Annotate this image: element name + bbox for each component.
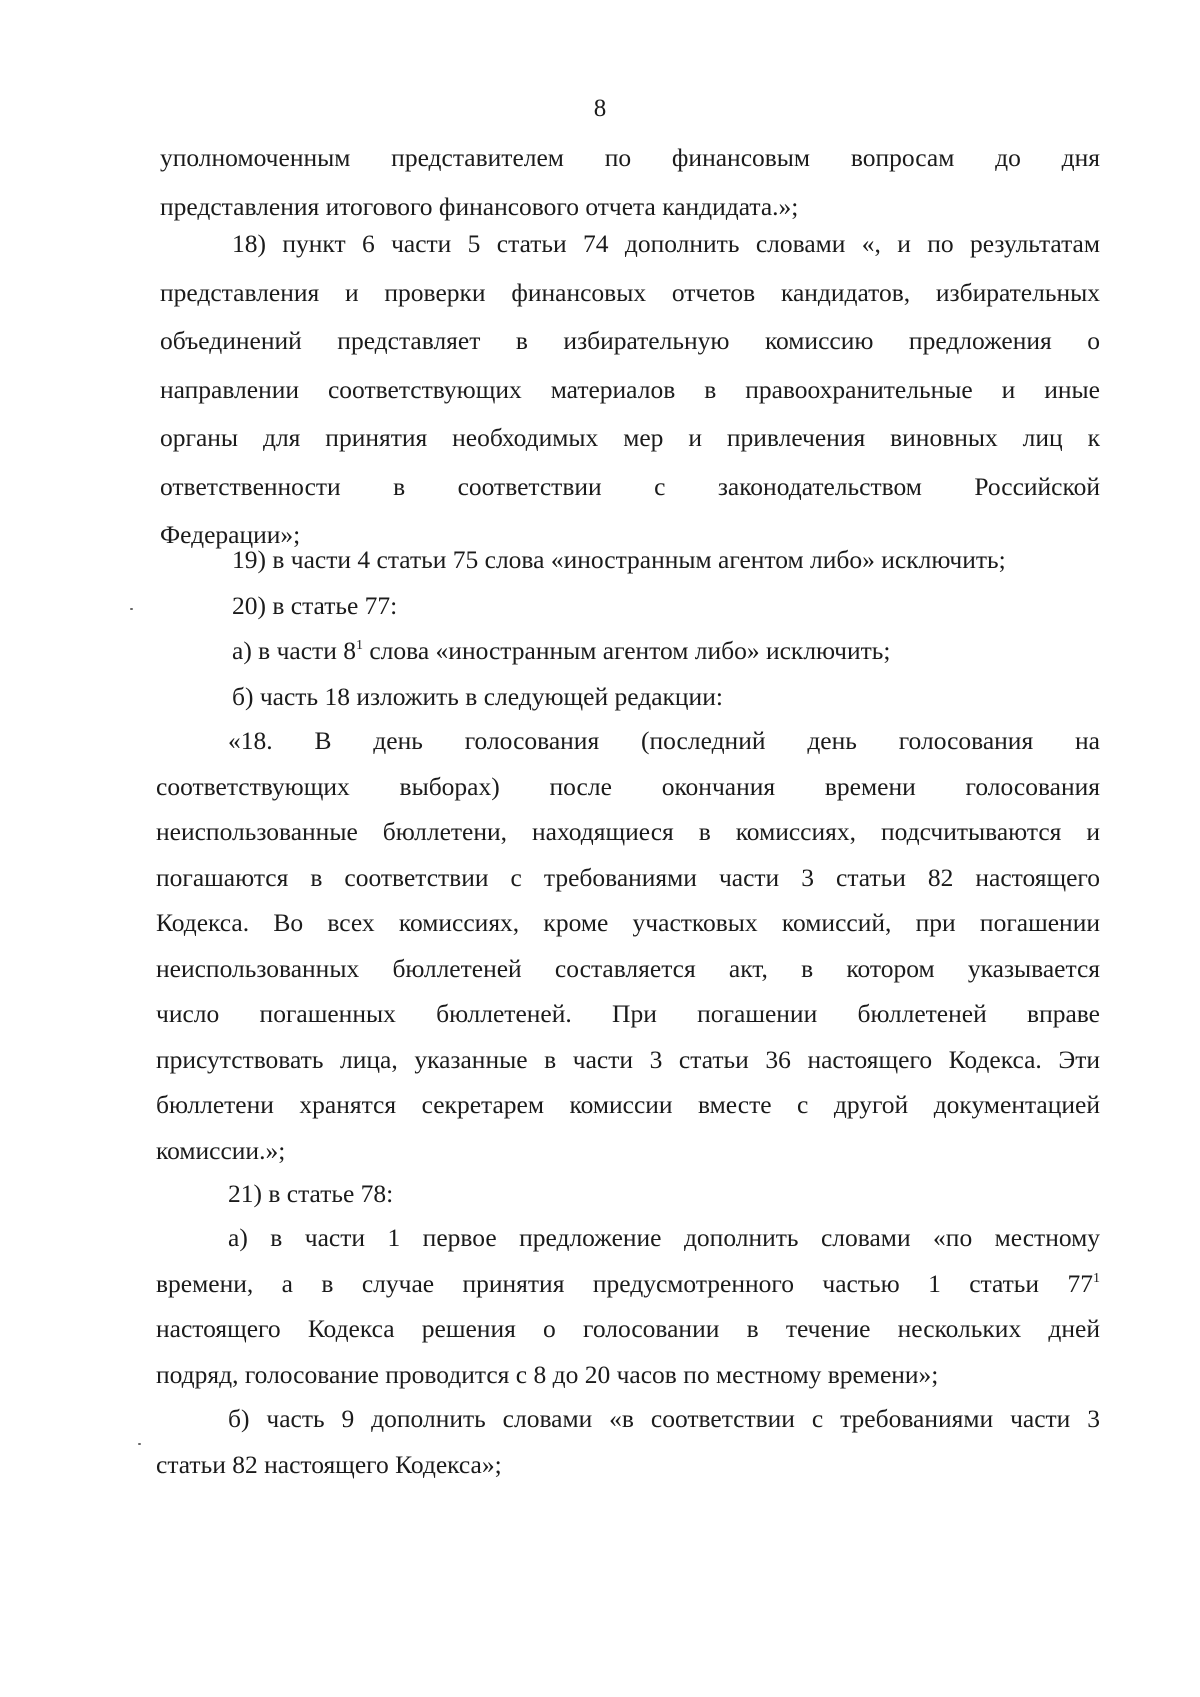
text-line: неиспользованных бюллетеней составляется акт, в котором указывается [156,953,1100,983]
text-line: 21) в статье 78: [228,1179,394,1208]
text-line: статьи 82 настоящего Кодекса»; [156,1450,502,1479]
text-line: уполномоченным представителем по финансовым вопросам до дня [160,143,1100,172]
paragraph-item-21b [156,1396,1100,1488]
text-line: погашаются в соответствии с требованиями части 3 статьи 82 настоящего [156,862,1100,892]
text-line: соответствующих выборах) после окончания времени голосования [156,771,1100,801]
text-line [156,1261,1100,1307]
text-line: число погашенных бюллетеней. При погашении бюллетеней вправе [156,999,1100,1028]
paragraph-item-21a [156,1215,1100,1397]
page-number: 8 [593,95,607,122]
text-line: настоящего Кодекса решения о голосовании в течение нескольких дней [156,1314,1100,1343]
text-line: бюллетени хранятся секретарем комиссии вместе с другой документацией [156,1090,1100,1119]
paragraph-continuation [160,134,1100,231]
paragraph-item-20a [160,627,1100,676]
text-line: присутствовать лица, указанные в части 3 статьи 36 настоящего Кодекса. Эти [156,1044,1100,1074]
text-fragment: а) в части 8 [232,636,356,665]
scan-speck [130,608,133,610]
text-line: представления итогового финансового отчета кандидата.»; [160,191,799,221]
text-line: направлении соответствующих материалов в правоохранительные и иные [160,374,1100,404]
text-line: органы для принятия необходимых мер и привлечения виновных лиц к [160,423,1100,452]
text-line: комиссии.»; [156,1135,286,1165]
text-line: 19) в части 4 статьи 75 слова «иностранным агентом либо» исключить; [232,545,1006,574]
text-line: объединений представляет в избирательную комиссию предложения о [160,326,1100,355]
paragraph-item-20b [160,673,1100,722]
paragraph-quoted-part-18 [156,718,1100,1173]
paragraph-item-19 [160,536,1100,585]
text-line: подряд, голосование проводится с 8 до 20 часов по местному времени»; [156,1359,939,1389]
paragraph-item-18 [160,220,1100,560]
text-fragment: времени, а в случае принятия предусмотренного частью 1 статьи 77 [156,1268,1093,1298]
text-line: б) часть 18 изложить в следующей редакции: [232,682,723,711]
text-line [160,627,1100,676]
text-line: «18. В день голосования (последний день голосования на [228,726,1100,755]
paragraph-item-21 [156,1170,1100,1219]
text-line: а) в части 1 первое предложение дополнить словами «по местному [228,1223,1100,1252]
text-fragment: слова «иностранным агентом либо» исключить; [362,636,891,665]
superscript: 1 [1093,1270,1100,1286]
text-line: представления и проверки финансовых отчетов кандидатов, избирательных [160,277,1100,307]
scan-speck [138,1443,141,1445]
text-line: ответственности в соответствии с законодательством Российской [160,471,1100,501]
text-line: неиспользованные бюллетени, находящиеся в комиссиях, подсчитываются и [156,817,1100,846]
text-line: Кодекса. Во всех комиссиях, кроме участковых комиссий, при погашении [156,908,1100,937]
text-line: б) часть 9 дополнить словами «в соответствии с требованиями части 3 [228,1404,1100,1433]
text-line: 20) в статье 77: [232,591,398,620]
text-line: Федерации»; [160,520,301,549]
paragraph-item-20 [160,582,1100,631]
text-line: 18) пункт 6 части 5 статьи 74 дополнить словами «, и по результатам [232,229,1100,258]
superscript: 1 [355,638,363,653]
